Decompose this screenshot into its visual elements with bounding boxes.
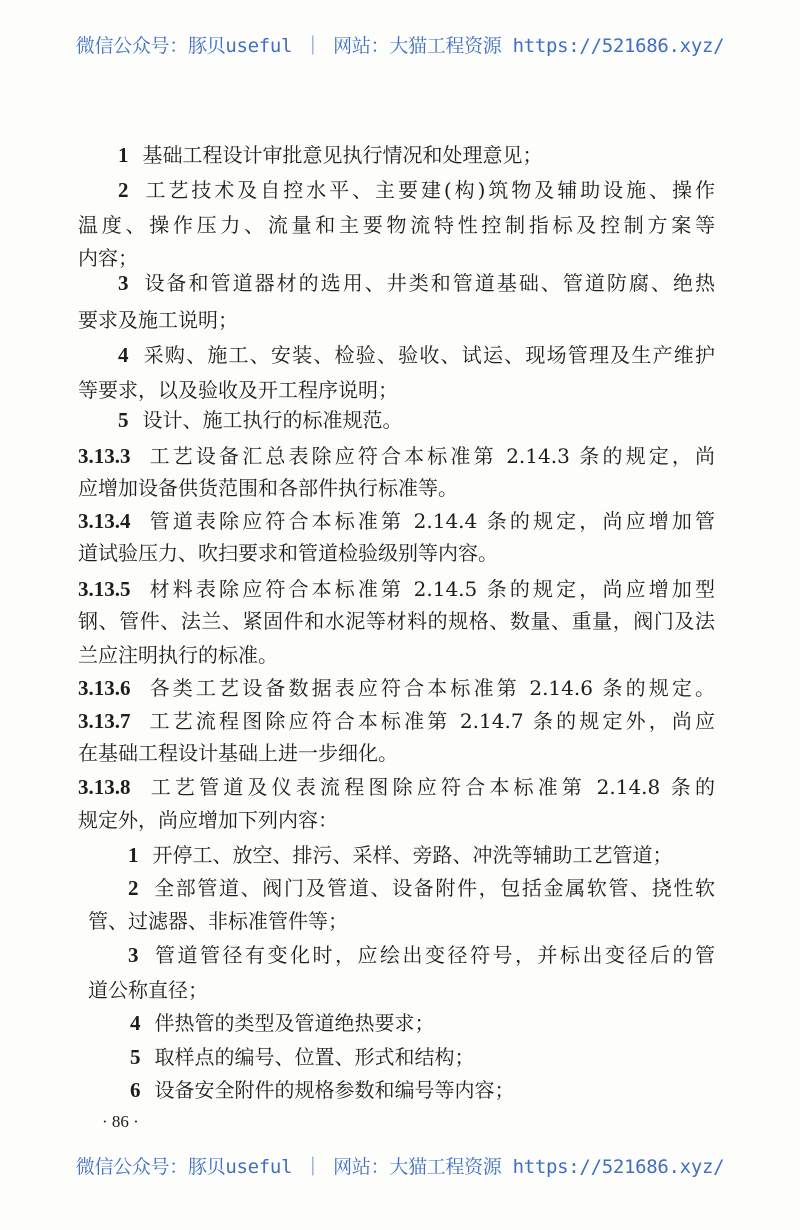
item-text: 取样点的编号、位置、形式和结构； xyxy=(154,1045,475,1069)
list-item xyxy=(118,340,715,370)
item-text: 采购、施工、安装、检验、验收、试运、现场管理及生产维护 xyxy=(142,343,715,367)
item-text: 管道管径有变化时，应绘出变径符号，并标出变径后的管 xyxy=(152,943,715,967)
item-text: 设备和管道器材的选用、井类和管道基础、管道防腐、绝热 xyxy=(142,271,715,295)
list-item xyxy=(118,268,715,298)
watermark-header: 微信公众号：豚贝useful ｜ 网站：大猫工程资源 https://521686.xyz/ xyxy=(75,35,725,57)
item-number: 1 xyxy=(128,843,139,867)
list-item xyxy=(128,873,715,903)
list-item xyxy=(118,140,715,170)
clause xyxy=(78,574,715,604)
clause xyxy=(78,441,715,471)
list-item xyxy=(128,940,715,970)
item-number: 4 xyxy=(118,343,129,367)
watermark-footer: 微信公众号：豚贝useful ｜ 网站：大猫工程资源 https://521686.xyz/ xyxy=(75,1156,725,1178)
clause-text: 管道表除应符合本标准第 2.14.4 条的规定，尚应增加管 xyxy=(146,509,715,533)
list-item xyxy=(130,1008,727,1038)
list-item xyxy=(128,840,725,870)
text-line: 内容； xyxy=(78,246,138,270)
item-number: 2 xyxy=(118,178,129,202)
clause-number: 3.13.3 xyxy=(78,444,131,468)
clause-text: 材料表除应符合本标准第 2.14.5 条的规定，尚应增加型 xyxy=(146,577,715,601)
text-line: 道公称直径； xyxy=(88,978,208,1002)
item-number: 6 xyxy=(130,1078,141,1102)
item-number: 1 xyxy=(118,143,129,167)
clause xyxy=(78,506,715,536)
list-item xyxy=(118,405,715,435)
item-number: 4 xyxy=(130,1011,141,1035)
text-line: 在基础工程设计基础上进一步细化。 xyxy=(78,741,398,765)
clause-number: 3.13.7 xyxy=(78,709,131,733)
text-line: 要求及施工说明； xyxy=(78,308,238,332)
text-line: 规定外，尚应增加下列内容： xyxy=(78,808,338,832)
clause-text: 工艺流程图除应符合本标准第 2.14.7 条的规定外，尚应 xyxy=(146,709,715,733)
item-number: 3 xyxy=(128,943,139,967)
item-text: 设备安全附件的规格参数和编号等内容； xyxy=(154,1078,515,1102)
text-line: 兰应注明执行的标准。 xyxy=(78,643,278,667)
text-line: 管、过滤器、非标准管件等； xyxy=(88,909,348,933)
clause-number: 3.13.8 xyxy=(78,775,131,799)
clause-number: 3.13.6 xyxy=(78,676,131,700)
text-line: 应增加设备供货范围和各部件执行标准等。 xyxy=(78,476,458,500)
clause xyxy=(78,706,715,736)
item-number: 5 xyxy=(130,1045,141,1069)
item-text: 开停工、放空、排污、采样、旁路、冲洗等辅助工艺管道； xyxy=(152,843,673,867)
clause-number: 3.13.4 xyxy=(78,509,131,533)
item-text: 工艺技术及自控水平、主要建(构)筑物及辅助设施、操作 xyxy=(142,178,715,202)
text-line: 等要求，以及验收及开工程序说明； xyxy=(78,378,398,402)
list-item xyxy=(118,175,715,205)
clause-number: 3.13.5 xyxy=(78,577,131,601)
clause-text: 工艺设备汇总表除应符合本标准第 2.14.3 条的规定，尚 xyxy=(146,444,715,468)
list-item xyxy=(130,1042,727,1072)
item-number: 2 xyxy=(128,876,139,900)
page-number: · 86 · xyxy=(102,1112,139,1131)
item-text: 伴热管的类型及管道绝热要求； xyxy=(154,1011,435,1035)
clause xyxy=(78,673,715,703)
text-line: 道试验压力、吹扫要求和管道检验级别等内容。 xyxy=(78,541,498,565)
item-text: 基础工程设计审批意见执行情况和处理意见； xyxy=(142,143,543,167)
text-line: 温度、操作压力、流量和主要物流特性控制指标及控制方案等 xyxy=(78,213,715,237)
clause-text: 各类工艺设备数据表应符合本标准第 2.14.6 条的规定。 xyxy=(146,676,715,700)
item-number: 3 xyxy=(118,271,129,295)
clause-text: 工艺管道及仪表流程图除应符合本标准第 2.14.8 条的 xyxy=(146,775,715,799)
item-text: 设计、施工执行的标准规范。 xyxy=(142,408,403,432)
text-line: 钢、管件、法兰、紧固件和水泥等材料的规格、数量、重量，阀门及法 xyxy=(78,609,715,633)
item-number: 5 xyxy=(118,408,129,432)
clause xyxy=(78,772,715,802)
item-text: 全部管道、阀门及管道、设备附件，包括金属软管、挠性软 xyxy=(152,876,715,900)
list-item xyxy=(130,1075,727,1105)
